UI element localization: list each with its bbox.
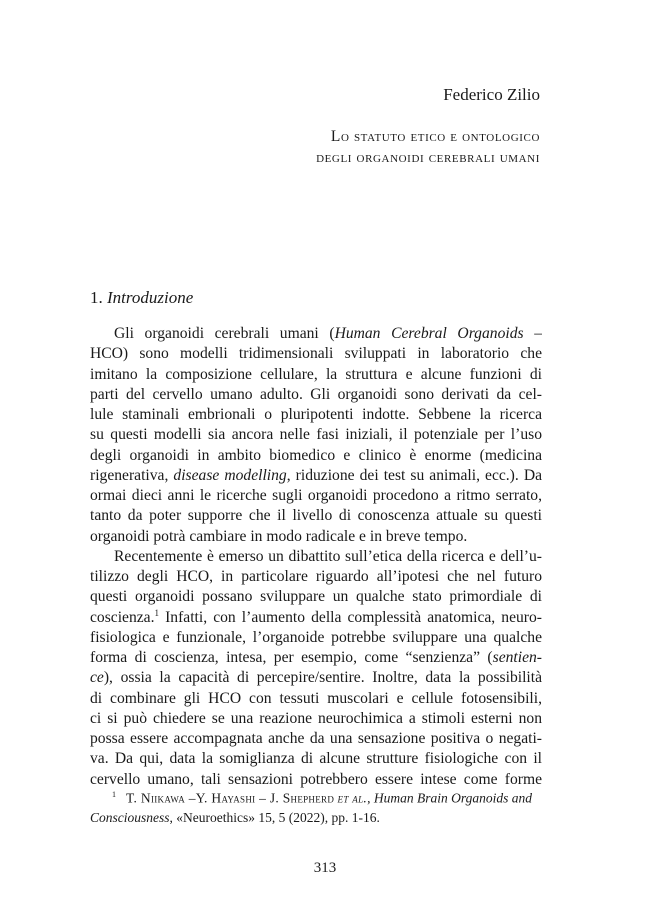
body-text-run: – bbox=[523, 325, 542, 342]
body-line bbox=[90, 425, 542, 445]
footnote-authors: T. Niikawa –Y. Hayashi – J. Shepherd bbox=[126, 790, 335, 806]
body-text-run: imitano la composizione cellulare, la struttura e alcune funzioni di bbox=[90, 365, 542, 383]
footnote-line-1: $^1$ T. Niikawa –Y. Hayashi – J. Shepherd et al., Human Brain Organoids and bbox=[112, 790, 532, 806]
body-line bbox=[90, 689, 542, 709]
body-line bbox=[90, 729, 542, 749]
body-text bbox=[90, 324, 542, 790]
body-text-run: degli organoidi in ambito biomedico e clinico è enorme (medicina bbox=[90, 446, 542, 464]
body-line bbox=[90, 608, 542, 628]
body-line bbox=[90, 648, 542, 668]
body-line bbox=[90, 709, 542, 729]
body-text-run: Infatti, con l’aumento della complessità anatomica, neuro- bbox=[159, 608, 542, 626]
chapter-title-line-2: degli organoidi cerebrali umani bbox=[316, 149, 540, 166]
body-line bbox=[90, 344, 542, 364]
chapter-title-line-1: Lo statuto etico e ontologico bbox=[330, 128, 540, 145]
body-text-run: ci si può chiedere se una reazione neurochimica a stimoli esterni non bbox=[90, 709, 542, 727]
page-number: 313 bbox=[313, 860, 337, 876]
body-line bbox=[90, 527, 542, 547]
body-text-run: , riduzione dei test su animali, ecc.). Da bbox=[286, 466, 542, 484]
section-heading bbox=[90, 288, 193, 308]
chapter-title bbox=[220, 126, 540, 168]
body-text-run: Human Cerebral Organoids bbox=[334, 325, 524, 342]
body-text-run: sentien- bbox=[492, 649, 542, 666]
body-text-run: lule staminali embrionali o pluripotenti indotte. Sebbene la ricerca bbox=[90, 406, 542, 423]
section-title: Introduzione bbox=[107, 288, 194, 307]
body-text-run: di combinare gli HCO con tessuti muscolari e cellule fotosensibili, bbox=[90, 689, 542, 707]
body-text-run: ormai dieci anni le ricerche sugli organoidi procedono a ritmo serrato, bbox=[90, 487, 542, 504]
body-line bbox=[90, 385, 542, 405]
body-line bbox=[90, 628, 542, 648]
footnote-reference: 1 bbox=[154, 607, 159, 618]
body-text-run: ), ossia la capacità di percepire/sentire. Inoltre, data la possibilità bbox=[103, 669, 542, 687]
footnote-mark: 1 bbox=[112, 790, 116, 799]
body-line bbox=[90, 324, 542, 344]
body-line bbox=[90, 405, 542, 425]
footnote bbox=[90, 785, 542, 827]
footnote-title-a: Human Brain Organoids and bbox=[373, 790, 532, 806]
body-text-run: Gli organoidi cerebrali umani ( bbox=[114, 325, 335, 342]
body-text-run: tilizzo degli HCO, in particolare riguardo all’ipotesi che nel futuro bbox=[90, 568, 542, 585]
body-text-run: disease modelling bbox=[173, 466, 287, 484]
body-line bbox=[90, 547, 542, 567]
footnote-line-2 bbox=[90, 808, 542, 827]
body-text-run: va. Da qui, data la somiglianza di alcune strutture fisiologiche con il bbox=[90, 750, 542, 768]
body-line bbox=[90, 749, 542, 769]
body-text-run: coscienza. bbox=[90, 608, 155, 626]
footnote-rest: , «Neuroethics» 15, 5 (2022), pp. 1-16. bbox=[169, 809, 380, 825]
body-text-run: Recentemente è emerso un dibattito sull’etica della ricerca e dell’u- bbox=[114, 547, 542, 565]
section-number: 1. bbox=[90, 288, 103, 307]
body-line bbox=[90, 668, 542, 688]
body-line bbox=[90, 486, 542, 506]
body-line bbox=[90, 587, 542, 607]
author-name: Federico Zilio bbox=[443, 85, 540, 104]
body-text-run: forma di coscienza, intesa, per esempio, come “senzienza” ( bbox=[90, 649, 493, 666]
body-text-run: questi organoidi possano sviluppare un qualche stato primordiale di bbox=[90, 588, 542, 606]
body-text-run: cervello umano, tali sensazioni potrebbero essere intese come forme bbox=[90, 770, 542, 788]
body-text-run: ce bbox=[90, 669, 104, 687]
body-text-run: su questi modelli sia ancora nelle fasi iniziali, il potenziale per l’uso bbox=[90, 426, 542, 444]
body-text-run: organoidi potrà cambiare in modo radicale e in breve tempo. bbox=[90, 527, 468, 545]
body-text-run: HCO) sono modelli tridimensionali sviluppati in laboratorio che bbox=[90, 345, 542, 363]
body-line bbox=[90, 567, 542, 587]
body-line bbox=[90, 446, 542, 466]
body-text-run: parti del cervello umano adulto. Gli organoidi sono derivati da cel- bbox=[90, 385, 542, 403]
body-text-run: possa essere accompagnata anche da una sensazione positiva o negati- bbox=[90, 730, 542, 747]
body-text-run: rigenerativa, bbox=[90, 466, 174, 484]
body-line bbox=[90, 365, 542, 385]
body-text-run: fisiologica e funzionale, l’organoide potrebbe sviluppare una qualche bbox=[90, 628, 542, 646]
body-line bbox=[90, 506, 542, 526]
footnote-et-al: et al. bbox=[337, 790, 368, 806]
body-text-run: tanto da poter supporre che il livello di conoscenza attuale su questi bbox=[90, 507, 542, 525]
footnote-title-b: Consciousness bbox=[90, 809, 170, 825]
body-line bbox=[90, 466, 542, 486]
